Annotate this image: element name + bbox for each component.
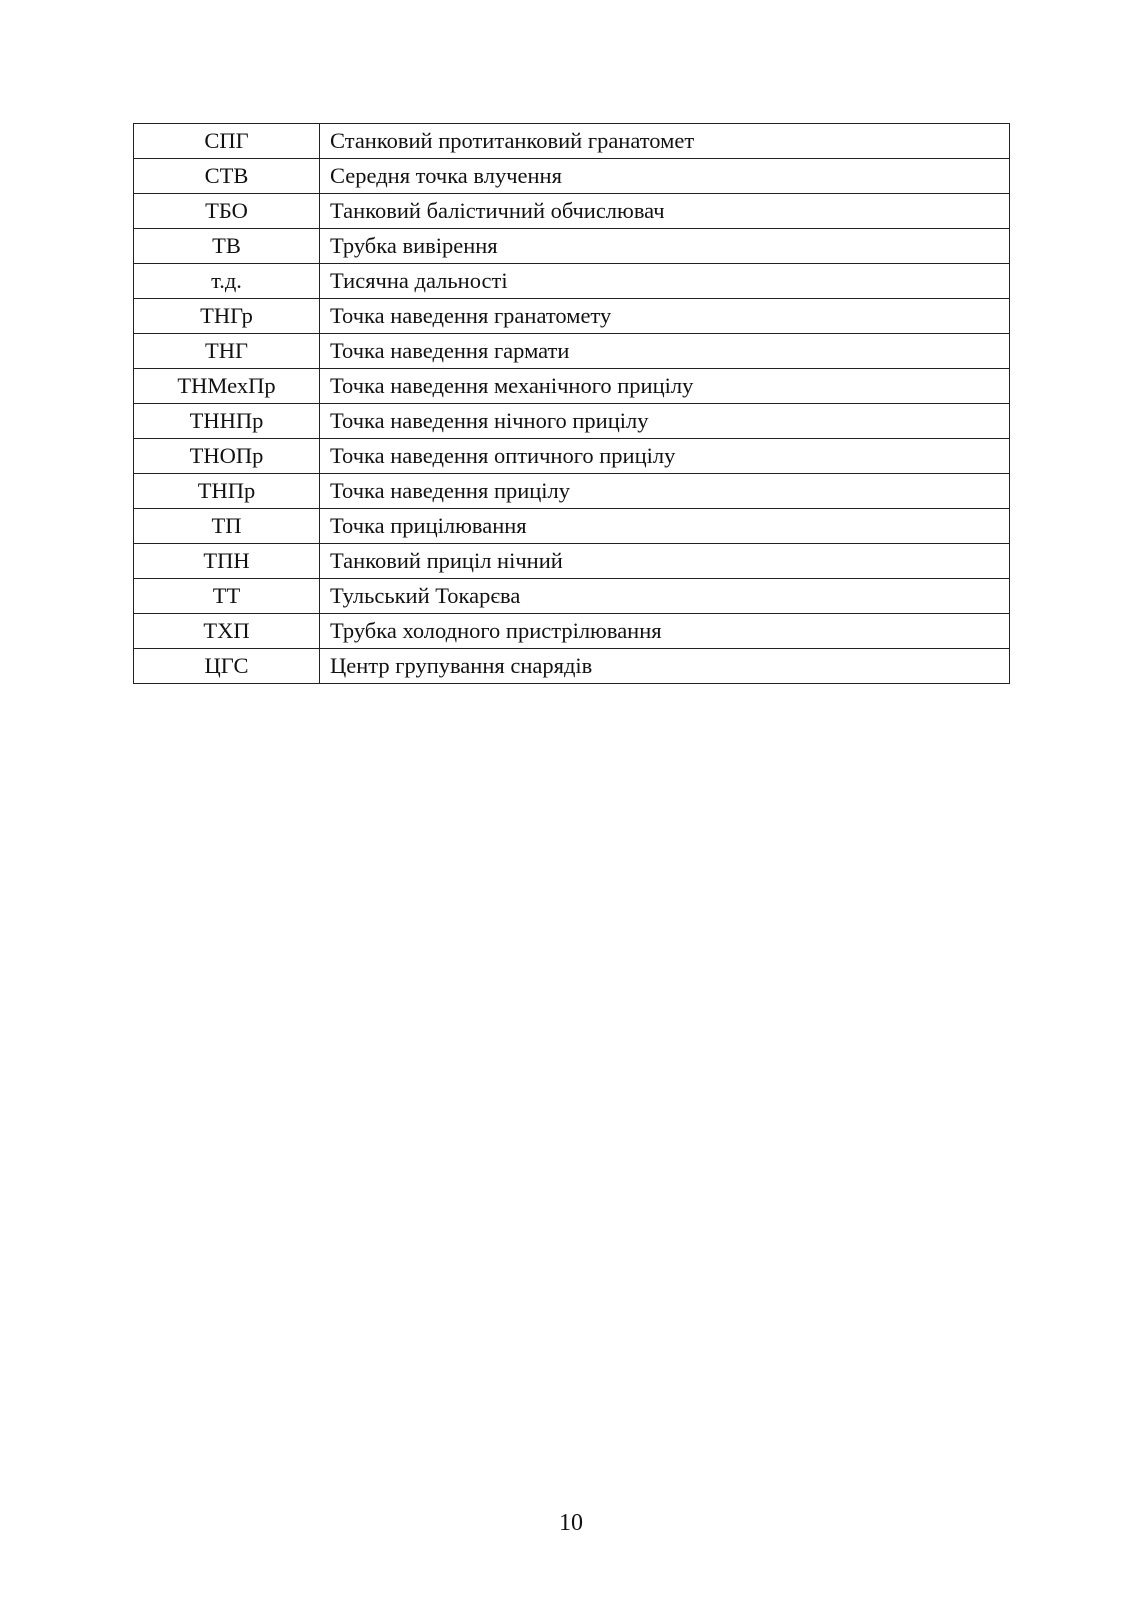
abbreviation-cell: ТНПр — [134, 474, 320, 509]
meaning-cell: Точка прицілювання — [320, 509, 1010, 544]
table-row — [134, 404, 1010, 439]
meaning-cell: Середня точка влучення — [320, 159, 1010, 194]
abbreviation-cell: ЦГС — [134, 649, 320, 684]
meaning-cell: Точка наведення оптичного прицілу — [320, 439, 1010, 474]
meaning-cell: Танковий балістичний обчислювач — [320, 194, 1010, 229]
meaning-cell: Точка наведення прицілу — [320, 474, 1010, 509]
abbreviation-cell: ТТ — [134, 579, 320, 614]
abbreviation-cell: ТНМехПр — [134, 369, 320, 404]
abbreviation-cell: ТНГ — [134, 334, 320, 369]
meaning-cell: Точка наведення механічного прицілу — [320, 369, 1010, 404]
abbreviation-cell: ТНОПр — [134, 439, 320, 474]
table-row — [134, 544, 1010, 579]
meaning-cell: Тисячна дальності — [320, 264, 1010, 299]
table-row — [134, 649, 1010, 684]
meaning-cell: Трубка вивірення — [320, 229, 1010, 264]
meaning-cell: Центр групування снарядів — [320, 649, 1010, 684]
abbreviation-cell: ТННПр — [134, 404, 320, 439]
abbreviation-cell: ТНГр — [134, 299, 320, 334]
table-row — [134, 614, 1010, 649]
meaning-cell: Танковий приціл нічний — [320, 544, 1010, 579]
table-row — [134, 474, 1010, 509]
table-row — [134, 439, 1010, 474]
meaning-cell: Точка наведення нічного прицілу — [320, 404, 1010, 439]
abbreviation-cell: ТП — [134, 509, 320, 544]
abbreviation-cell: ТХП — [134, 614, 320, 649]
meaning-cell: Станковий протитанковий гранатомет — [320, 124, 1010, 159]
meaning-cell: Трубка холодного пристрілювання — [320, 614, 1010, 649]
table-row — [134, 194, 1010, 229]
table-row — [134, 509, 1010, 544]
table-row — [134, 229, 1010, 264]
table-row — [134, 124, 1010, 159]
abbreviation-cell: ТБО — [134, 194, 320, 229]
abbreviation-cell: ТПН — [134, 544, 320, 579]
meaning-cell: Тульський Токарєва — [320, 579, 1010, 614]
abbreviations-table — [133, 123, 1010, 684]
table-row — [134, 369, 1010, 404]
abbreviation-cell: ТВ — [134, 229, 320, 264]
abbreviation-cell: СТВ — [134, 159, 320, 194]
table-row — [134, 334, 1010, 369]
abbreviation-cell: СПГ — [134, 124, 320, 159]
table-row — [134, 299, 1010, 334]
table-row — [134, 579, 1010, 614]
abbreviation-cell: т.д. — [134, 264, 320, 299]
table-row — [134, 159, 1010, 194]
meaning-cell: Точка наведення гранатомету — [320, 299, 1010, 334]
table-row — [134, 264, 1010, 299]
meaning-cell: Точка наведення гармати — [320, 334, 1010, 369]
page-number: 10 — [559, 1510, 583, 1536]
